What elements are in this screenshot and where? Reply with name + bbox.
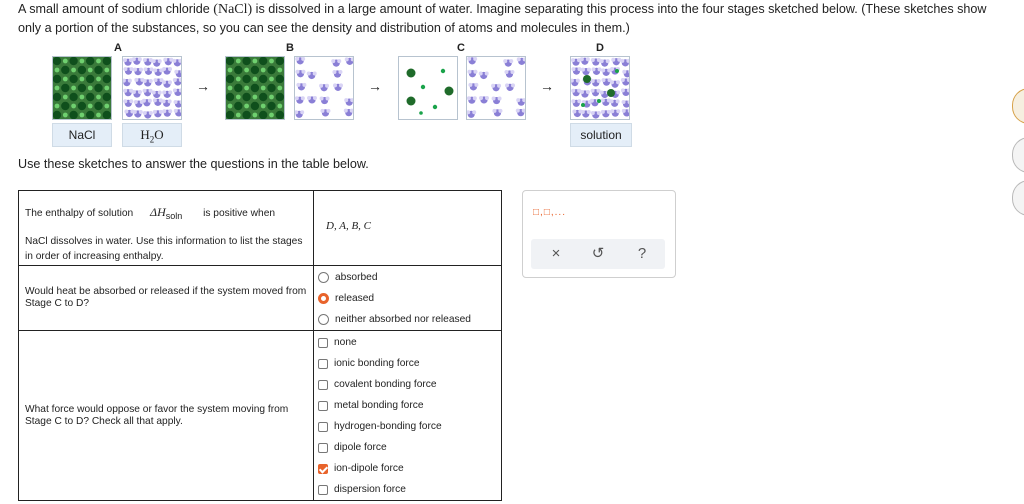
table-row-q2 — [19, 266, 502, 331]
sketch-b-nacl — [225, 56, 285, 120]
checkbox-none[interactable] — [318, 338, 328, 348]
q3-option-ion-dipole[interactable]: ion-dipole force — [314, 458, 501, 479]
help-icon[interactable]: ? — [637, 245, 647, 262]
side-tab-1[interactable] — [1012, 88, 1024, 124]
radio-neither[interactable] — [318, 314, 329, 325]
ions-separated-c — [399, 57, 457, 119]
instruction-text: Use these sketches to answer the questions in the table below. — [18, 157, 369, 171]
radio-absorbed[interactable] — [318, 272, 329, 283]
checkbox-covalent[interactable] — [318, 380, 328, 390]
q2-prompt: Would heat be absorbed or released if the system moved from Stage C to D? — [19, 266, 314, 331]
sketch-d-solution — [570, 56, 630, 120]
nacl-lattice-b — [226, 57, 284, 119]
checkbox-dipole[interactable] — [318, 443, 328, 453]
sketch-c-ions — [398, 56, 458, 120]
q3-option-none[interactable]: none — [314, 332, 501, 353]
q3-option-metal[interactable]: metal bonding force — [314, 395, 501, 416]
checkbox-dispersion[interactable] — [318, 485, 328, 495]
checkbox-ion-dipole[interactable] — [318, 464, 328, 474]
q3-prompt: What force would oppose or favor the system moving from Stage C to D? Check all that apply. — [19, 331, 314, 501]
q2-option-neither[interactable]: neither absorbed nor released — [314, 309, 501, 330]
radio-released[interactable] — [318, 293, 329, 304]
water-dense-a — [123, 57, 181, 119]
sketch-b-water — [294, 56, 354, 120]
table-row-q1 — [19, 191, 502, 266]
stage-letter-a: A — [114, 42, 122, 54]
sketch-a-water — [122, 56, 182, 120]
panel-button-row — [531, 239, 665, 269]
label-h2o: $H_2O$ — [122, 123, 182, 147]
clear-icon[interactable]: × — [551, 245, 561, 262]
q3-option-dispersion[interactable]: dispersion force — [314, 479, 501, 500]
q3-options — [314, 331, 502, 501]
intro-text: A small amount of sodium chloride (NaCl) is dissolved in a large amount of water. Imagine separating this process into the four stages sketched below. (These sketches show only a portion of the substances, so you can see the density and distribution of atoms and molecules in them.) — [18, 2, 987, 35]
checkbox-ionic[interactable] — [318, 359, 328, 369]
side-tab-2[interactable] — [1012, 137, 1024, 173]
side-tab-3[interactable] — [1012, 180, 1024, 216]
q2-options — [314, 266, 502, 331]
q3-option-dipole[interactable]: dipole force — [314, 437, 501, 458]
list-template-button[interactable]: □,□,... — [533, 207, 566, 218]
q3-option-covalent[interactable]: covalent bonding force — [314, 374, 501, 395]
stage-letter-c: C — [457, 42, 465, 54]
q2-option-absorbed[interactable]: absorbed — [314, 267, 501, 288]
q3-option-hydrogen[interactable]: hydrogen-bonding force — [314, 416, 501, 437]
sketch-c-water — [466, 56, 526, 120]
arrow-ab: → — [196, 78, 210, 94]
question-table — [18, 190, 502, 501]
checkbox-hydrogen[interactable] — [318, 422, 328, 432]
q2-option-released[interactable]: released — [314, 288, 501, 309]
water-sparse-c — [467, 57, 525, 119]
arrow-bc: → — [368, 78, 382, 94]
sketch-a-nacl — [52, 56, 112, 120]
label-nacl: NaCl — [52, 123, 112, 147]
solution-d — [571, 57, 629, 119]
undo-icon[interactable]: ↺ — [591, 245, 605, 262]
water-sparse-b — [295, 57, 353, 119]
stage-letter-d: D — [596, 42, 604, 54]
q1-answer-input[interactable]: D, A, B, C — [326, 220, 372, 232]
q1-prompt: The enthalpy of solution $\Delta H_{soln}$ is positive when NaCl dissolves in water. Use this information to list the stages in order of increasing enthalpy. — [19, 191, 314, 266]
answer-tool-panel — [522, 190, 676, 278]
q1-answer-cell[interactable] — [314, 191, 502, 266]
checkbox-metal[interactable] — [318, 401, 328, 411]
table-row-q3 — [19, 331, 502, 501]
arrow-cd: → — [540, 78, 554, 94]
q3-option-ionic[interactable]: ionic bonding force — [314, 353, 501, 374]
stage-letter-b: B — [286, 42, 294, 54]
nacl-lattice-a — [53, 57, 111, 119]
label-solution: solution — [570, 123, 632, 147]
